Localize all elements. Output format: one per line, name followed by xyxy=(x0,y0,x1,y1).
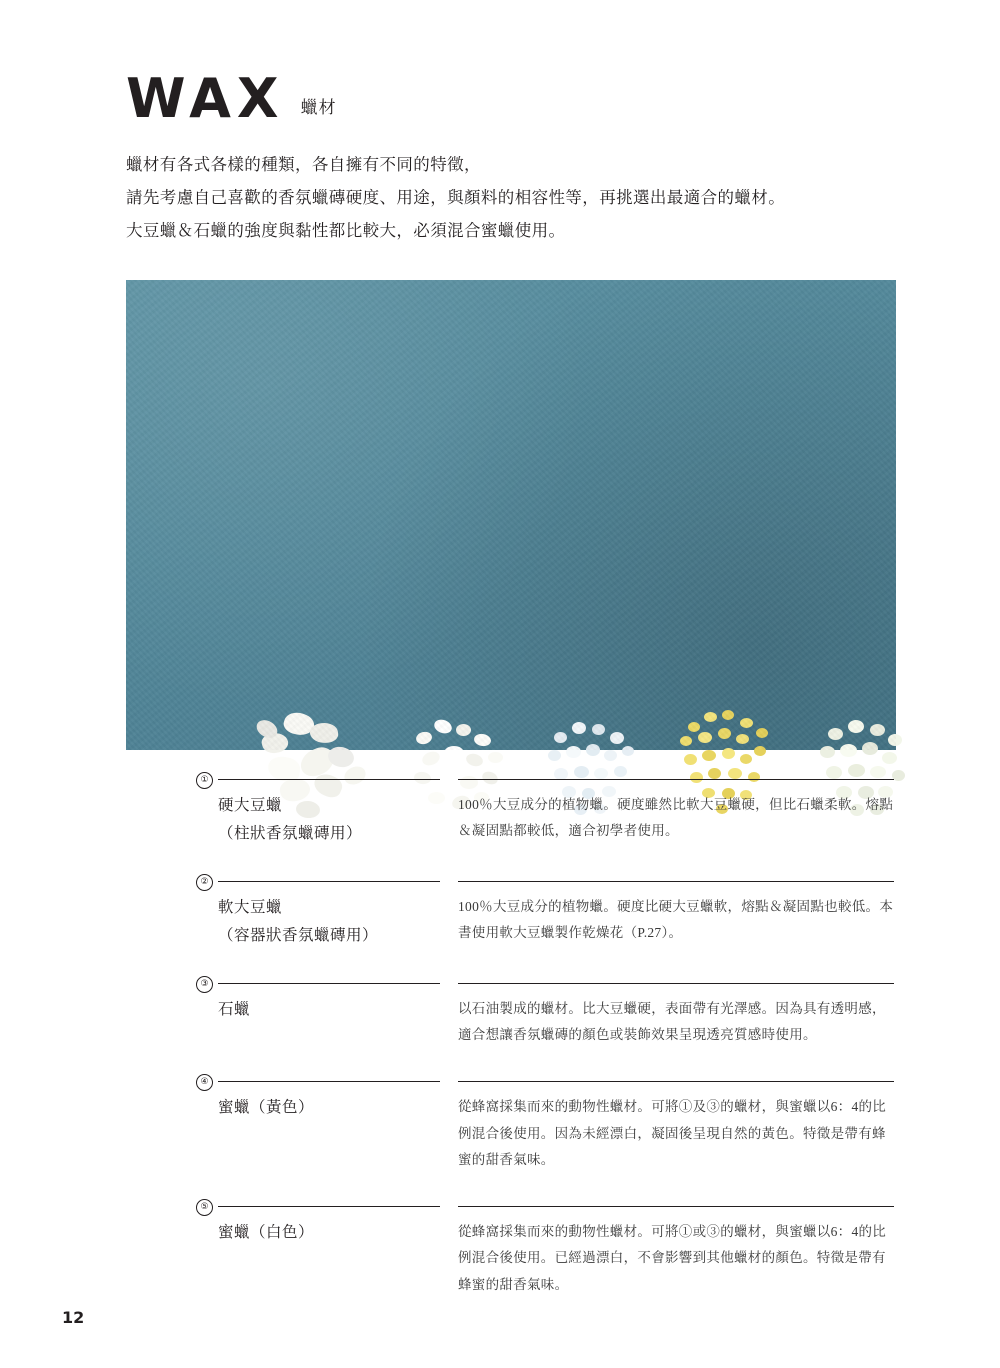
entry-marker-3: ③ xyxy=(196,976,213,993)
entry-name-line2: （柱狀香氛蠟磚用） xyxy=(218,824,363,842)
wax-entry-3 xyxy=(126,976,896,1049)
entry-divider xyxy=(218,779,896,780)
entry-name-line1: 石蠟 xyxy=(218,1000,251,1018)
entry-name-2 xyxy=(218,894,440,950)
page-title xyxy=(126,67,337,130)
entry-name-line2: （容器狀香氛蠟磚用） xyxy=(218,926,379,944)
entry-divider xyxy=(218,881,896,882)
intro-paragraph xyxy=(126,148,886,247)
entry-marker-4: ④ xyxy=(196,1074,213,1091)
intro-line-3: 大豆蠟＆石蠟的強度與黏性都比較大，必須混合蜜蠟使用。 xyxy=(126,221,566,240)
intro-line-2: 請先考慮自己喜歡的香氛蠟磚硬度、用途，與顏料的相容性等，再挑選出最適合的蠟材。 xyxy=(126,188,786,207)
entry-description-4: 從蜂窩採集而來的動物性蠟材。可將①及③的蠟材，與蜜蠟以6：4的比例混合後使用。因為未經漂白，凝固後呈現自然的黃色。特徵是帶有蜂蜜的甜香氣味。 xyxy=(458,1099,887,1167)
title-main: WAX xyxy=(126,67,285,130)
entry-name-1 xyxy=(218,792,440,848)
entry-divider xyxy=(218,1206,896,1207)
wax-entry-list xyxy=(126,772,896,1324)
photo-label-3: ③ xyxy=(594,850,614,870)
page-number: 12 xyxy=(62,1308,85,1327)
entry-description-5: 從蜂窩採集而來的動物性蠟材。可將①或③的蠟材，與蜜蠟以6：4的比例混合後使用。已經過漂白，不會影響到其他蠟材的顏色。特徵是帶有蜂蜜的甜香氣味。 xyxy=(458,1224,887,1292)
intro-line-1: 蠟材有各式各樣的種類，各自擁有不同的特徵， xyxy=(126,155,481,174)
photo-label-5: ⑤ xyxy=(866,850,886,870)
wax-entry-1 xyxy=(126,772,896,848)
entry-description-3: 以石油製成的蠟材。比大豆蠟硬，表面帶有光澤感。因為具有透明感，適合想讓香氛蠟磚的顏色或裝飾效果呈現透亮質感時使用。 xyxy=(458,1000,886,1042)
entry-name-line1: 硬大豆蠟 xyxy=(218,797,283,814)
entry-marker-2: ② xyxy=(196,874,213,891)
entry-name-line1: 蜜蠟（白色） xyxy=(218,1224,315,1242)
entry-divider xyxy=(218,983,896,984)
wax-entry-5 xyxy=(126,1199,896,1298)
entry-name-3 xyxy=(218,996,440,1049)
wax-entry-4 xyxy=(126,1074,896,1173)
photo-label-1: ① xyxy=(306,845,326,865)
entry-description-2: 100％大豆成分的植物蠟。硬度比硬大豆蠟軟，熔點＆凝固點也較低。本書使用軟大豆蠟製作乾燥花（P.27）。 xyxy=(458,898,894,941)
entry-marker-1: ① xyxy=(196,772,213,789)
entry-divider xyxy=(218,1081,896,1082)
wax-entry-2 xyxy=(126,874,896,950)
title-subtitle: 蠟材 xyxy=(300,98,337,118)
entry-marker-5: ⑤ xyxy=(196,1199,213,1216)
entry-name-line1: 軟大豆蠟 xyxy=(218,898,283,916)
photo-label-4: ④ xyxy=(726,842,746,862)
photo-label-2: ② xyxy=(458,848,478,868)
entry-description-1: 100％大豆成分的植物蠟。硬度雖然比軟大豆蠟硬，但比石蠟柔軟。熔點＆凝固點都較低，適合初學者使用。 xyxy=(458,797,894,839)
entry-name-line1: 蜜蠟（黃色） xyxy=(218,1099,315,1117)
entry-name-4 xyxy=(218,1094,440,1173)
entry-name-5 xyxy=(218,1219,440,1298)
